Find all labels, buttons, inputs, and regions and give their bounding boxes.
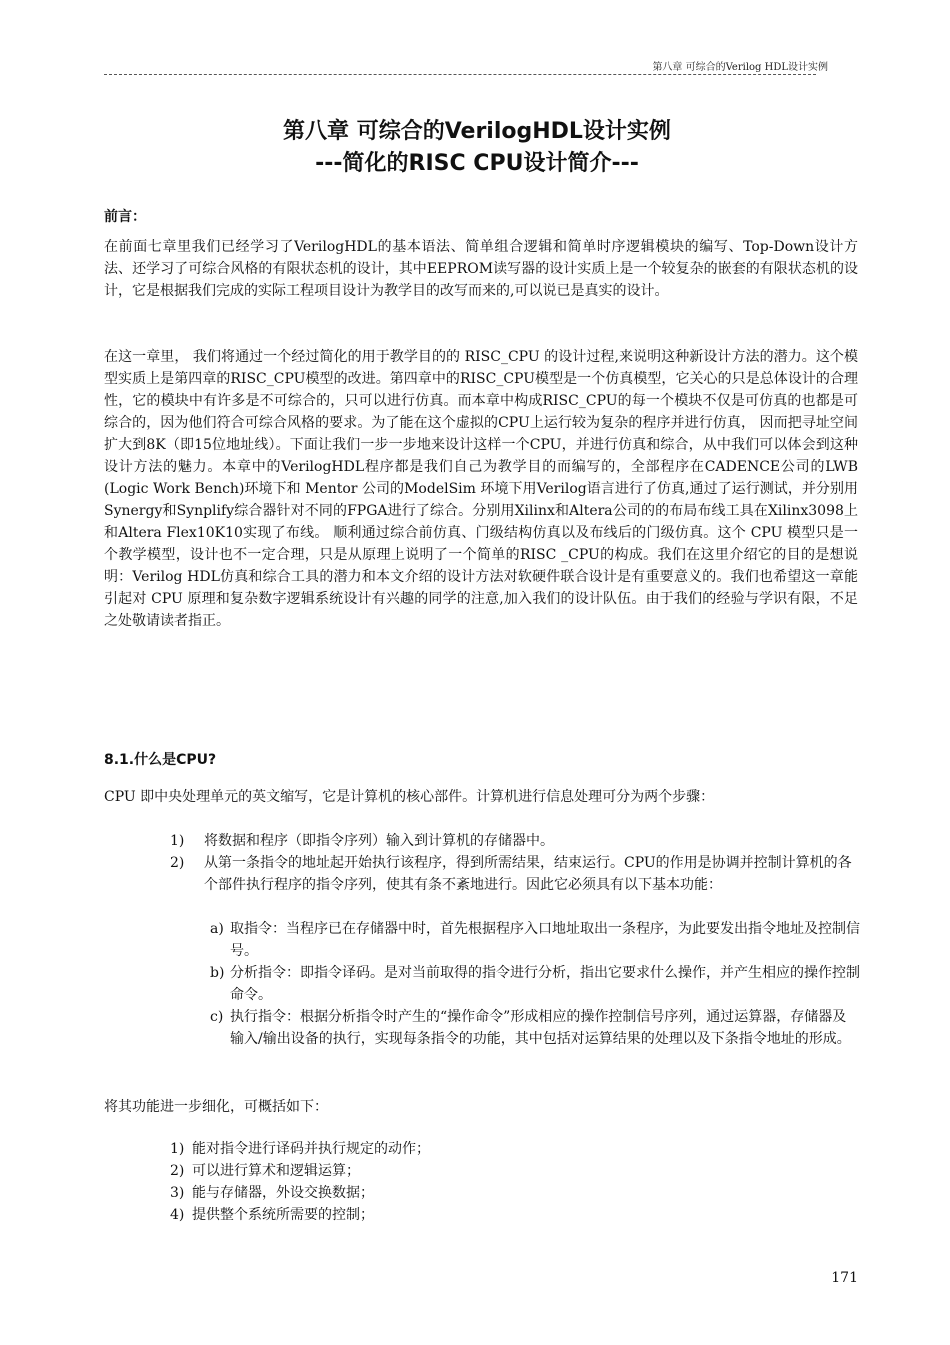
preface-paragraph-1: 在前面七章里我们已经学习了VerilogHDL的基本语法、简单组合逻辑和简单时序逻辑模块的编写、Top-Down设计方法、还学习了可综合风格的有限状态机的设计，其中EEPROM读写器的设计实质上是一个较复杂的嵌套的有限状态机的设计，它是根据我们完成的实际工程项目设计为教学目的改写而来的,可以说已是真实的设计。 xyxy=(104,239,858,299)
preface-heading: 前言： xyxy=(104,209,146,225)
list-item xyxy=(170,852,860,896)
list-item-text: 将数据和程序（即指令序列）输入到计算机的存储器中。 xyxy=(204,833,554,849)
sub-steps-list xyxy=(210,918,860,1050)
list-marker: 3) xyxy=(170,1185,185,1201)
header-divider xyxy=(104,74,816,75)
list-item-text: 能对指令进行译码并执行规定的动作； xyxy=(192,1141,430,1157)
list-marker: 1) xyxy=(170,1141,185,1157)
running-header: 第八章 可综合的Verilog HDL设计实例 xyxy=(652,62,828,73)
chapter-title-line1: 第八章 可综合的VerilogHDL设计实例 xyxy=(283,119,671,144)
page-number: 171 xyxy=(831,1270,858,1286)
steps-list xyxy=(170,830,860,896)
list-item xyxy=(210,1006,860,1050)
list-item-text: 执行指令：根据分析指令时产生的“操作命令”形成相应的操作控制信号序列，通过运算器，存储器及输入/输出设备的执行，实现每条指令的功能，其中包括对运算结果的处理以及下条指令地址的形成。 xyxy=(230,1009,851,1047)
list-marker: 2) xyxy=(170,1163,185,1179)
chapter-title-line2: ---简化的RISC CPU设计简介--- xyxy=(315,151,639,176)
functions-list xyxy=(170,1138,770,1226)
list-marker: a) xyxy=(210,921,224,937)
list-item xyxy=(170,1204,770,1226)
list-item-text: 能与存储器，外设交换数据； xyxy=(192,1185,374,1201)
list-item xyxy=(170,830,860,852)
list-item xyxy=(210,962,860,1006)
list-item xyxy=(170,1138,770,1160)
section-intro: CPU 即中央处理单元的英文缩写，它是计算机的核心部件。计算机进行信息处理可分为两个步骤： xyxy=(104,789,715,805)
list-item-text: 可以进行算术和逻辑运算； xyxy=(192,1163,360,1179)
summary-intro: 将其功能进一步细化，可概括如下： xyxy=(104,1099,328,1115)
list-item-text: 从第一条指令的地址起开始执行该程序，得到所需结果，结束运行。CPU的作用是协调并控制计算机的各个部件执行程序的指令序列，使其有条不紊地进行。因此它必须具有以下基本功能： xyxy=(204,855,852,893)
list-item xyxy=(170,1160,770,1182)
list-marker: 2) xyxy=(170,855,185,871)
list-marker: b) xyxy=(210,965,225,981)
list-item-text: 取指令：当程序已在存储器中时，首先根据程序入口地址取出一条程序，为此要发出指令地址及控制信号。 xyxy=(230,921,860,959)
chapter-title xyxy=(104,116,850,180)
list-item xyxy=(210,918,860,962)
list-marker: c) xyxy=(210,1009,224,1025)
list-item-text: 分析指令：即指令译码。是对当前取得的指令进行分析，指出它要求什么操作，并产生相应的操作控制命令。 xyxy=(230,965,860,1003)
list-marker: 4) xyxy=(170,1207,185,1223)
section-heading-8-1: 8.1.什么是CPU? xyxy=(104,752,217,768)
list-item-text: 提供整个系统所需要的控制； xyxy=(192,1207,374,1223)
preface-paragraph-2: 在这一章里， 我们将通过一个经过简化的用于教学目的的 RISC_CPU 的设计过程,来说明这种新设计方法的潜力。这个模型实质上是第四章的RISC_CPU模型的改进。第四章中的RISC_CPU模型是一个仿真模型，它关心的只是总体设计的合理性，它的模块中有许多是不可综合的，只可以进行仿真。而本章中构成RISC_CPU的每一个模块不仅是可仿真的也都是可综合的，因为他们符合可综合风格的要求。为了能在这个虚拟的CPU上运行较为复杂的程序并进行仿真， 因而把寻址空间扩大到8K（即15位地址线）。下面让我们一步一步地来设计这样一个CPU，并进行仿真和综合，从中我们可以体会到这种设计方法的魅力。本章中的VerilogHDL程序都是我们自己为教学目的而编写的，全部程序在CADENCE公司的LWB (Logic Work Bench)环境下和 Mentor 公司的ModelSim 环境下用Verilog语言进行了仿真,通过了运行测试，并分别用Synergy和Synplify综合器针对不同的FPGA进行了综合。分别用Xilinx和Altera公司的的布局布线工具在Xilinx3098上和Altera Flex10K10实现了布线。 顺利通过综合前仿真、门级结构仿真以及布线后的门级仿真。这个 CPU 模型只是一个教学模型，设计也不一定合理，只是从原理上说明了一个简单的RISC _CPU的构成。我们在这里介绍它的目的是想说明：Verilog HDL仿真和综合工具的潜力和本文介绍的设计方法对软硬件联合设计是有重要意义的。我们也希望这一章能引起对 CPU 原理和复杂数字逻辑系统设计有兴趣的同学的注意,加入我们的设计队伍。由于我们的经验与学识有限，不足之处敬请读者指正。 xyxy=(104,349,858,629)
list-marker: 1) xyxy=(170,833,185,849)
list-item xyxy=(170,1182,770,1204)
